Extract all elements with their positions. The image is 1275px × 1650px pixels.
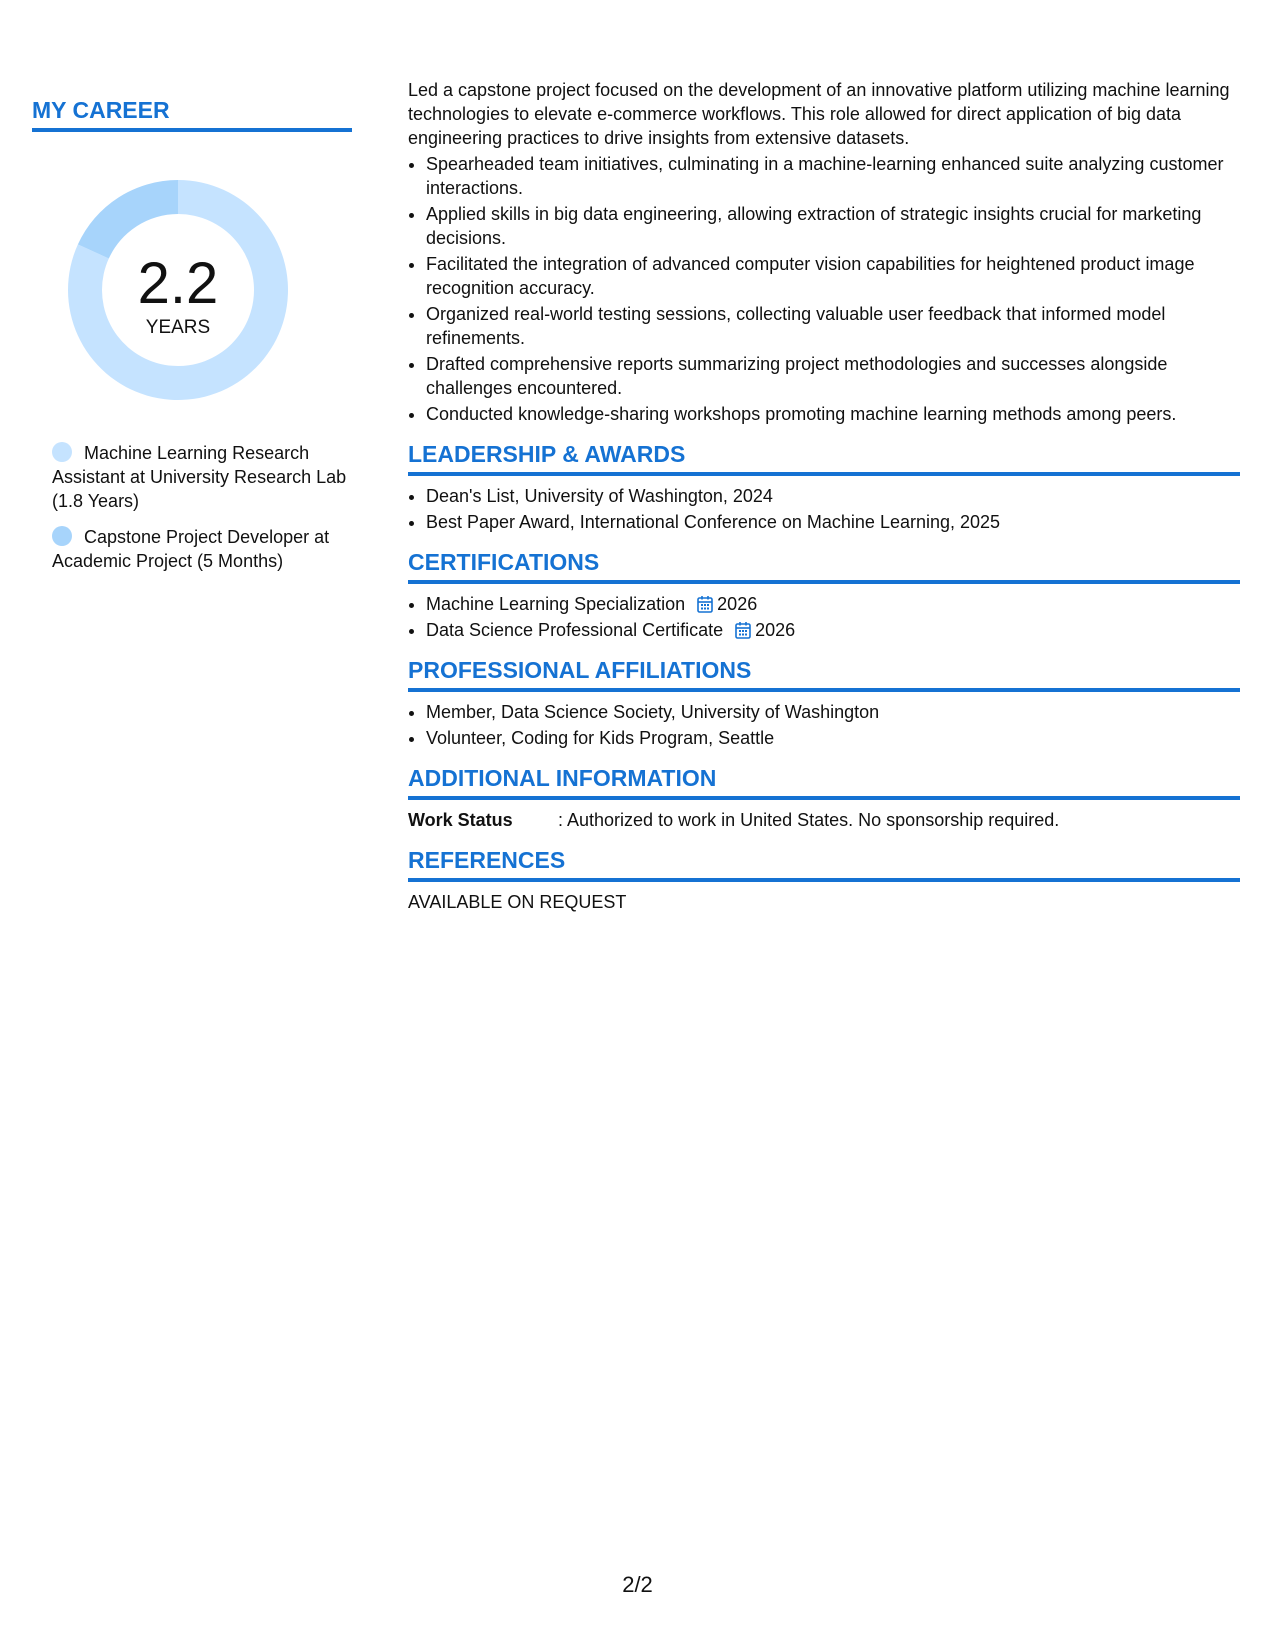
list-item: • Best Paper Award, International Conference on Machine Learning, 2025 [426,510,1240,534]
donut-center [63,175,293,405]
experience-bullets [408,152,1240,426]
leadership-rule [408,472,1240,476]
affiliations-title: PROFESSIONAL AFFILIATIONS [408,657,752,683]
affiliations-list [408,700,1240,750]
certification-name: Data Science Professional Certificate [426,620,724,640]
career-donut-chart [63,175,293,405]
certification-year: 2026 [755,620,796,640]
main-content [408,78,1240,914]
list-item [426,618,1240,642]
career-sidebar [32,96,352,585]
career-title-rule [32,128,352,132]
certification-name: Machine Learning Specialization [426,594,686,614]
donut-unit: YEARS [145,317,211,338]
leadership-section [408,440,1240,534]
list-item: • Dean's List, University of Washington, 2024 [426,484,1240,508]
work-status-label: Work Status [408,810,513,830]
leadership-title: LEADERSHIP & AWARDS [408,441,686,467]
calendar-icon [735,621,751,639]
certifications-section [408,548,1240,642]
certifications-list [408,592,1240,642]
list-item: • Volunteer, Coding for Kids Program, Seattle [426,726,1240,750]
legend-label: Machine Learning Research Assistant at University Research Lab (1.8 Years) [52,443,347,511]
experience-description: Led a capstone project focused on the development of an innovative platform utilizing machine learning technologies to elevate e-commerce workflows. This role allowed for direct application of big data engineering practices to drive insights from extensive datasets. [408,80,1230,148]
list-item: • Organized real-world testing sessions, collecting valuable user feedback that informed model refinements. [426,302,1240,350]
career-title: MY CAREER [32,97,170,123]
leadership-list [408,484,1240,534]
list-item: • Facilitated the integration of advanced computer vision capabilities for heightened product image recognition accuracy. [426,252,1240,300]
additional-rule [408,796,1240,800]
affiliations-rule [408,688,1240,692]
additional-section [408,764,1240,832]
list-item: • Drafted comprehensive reports summarizing project methodologies and successes alongside challenges encountered. [426,352,1240,400]
list-item: • Spearheaded team initiatives, culminating in a machine-learning enhanced suite analyzing customer interactions. [426,152,1240,200]
legend-label: Capstone Project Developer at Academic Project (5 Months) [52,527,330,571]
references-title: REFERENCES [408,847,566,873]
calendar-icon [697,595,713,613]
list-item [426,592,1240,616]
legend-item [52,525,352,573]
list-item: • Conducted knowledge-sharing workshops promoting machine learning methods among peers. [426,402,1240,426]
legend-dot [52,526,72,546]
references-rule [408,878,1240,882]
donut-value: 2.2 [137,251,219,316]
list-item: • Applied skills in big data engineering, allowing extraction of strategic insights crucial for marketing decisions. [426,202,1240,250]
legend-item [52,441,352,513]
page-number: 2/2 [622,1572,653,1597]
references-text: AVAILABLE ON REQUEST [408,892,627,912]
references-section [408,846,1240,914]
work-status-value: : Authorized to work in United States. No sponsorship required. [558,810,1060,830]
legend-dot [52,442,72,462]
affiliations-section [408,656,1240,750]
certifications-rule [408,580,1240,584]
work-status-row [408,808,1240,832]
certification-year: 2026 [717,594,758,614]
list-item: • Member, Data Science Society, University of Washington [426,700,1240,724]
certifications-title: CERTIFICATIONS [408,549,600,575]
career-legend [32,441,352,573]
additional-title: ADDITIONAL INFORMATION [408,765,717,791]
